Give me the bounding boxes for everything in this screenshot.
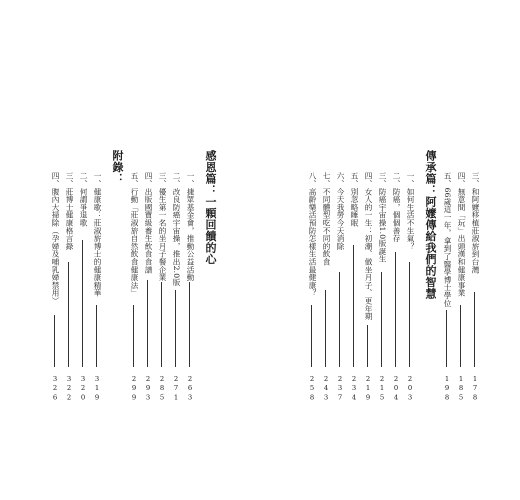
dot-leader [54, 315, 56, 367]
toc-page-number: 178 [471, 375, 479, 403]
toc-page-number: 271 [172, 375, 180, 403]
toc-entry[interactable]: 一、健康歌：莊淑旂博士的健康精華 [93, 172, 102, 297]
dot-leader [381, 272, 383, 367]
dot-leader [82, 240, 84, 367]
toc-entry[interactable]: 二、何謂爭退歌 [79, 172, 88, 227]
toc-page-number: 219 [364, 375, 372, 403]
dot-leader [409, 262, 411, 367]
toc-entry[interactable]: 二、防癌，個個善存 [392, 172, 401, 243]
toc-entry[interactable]: 三、防癌宇宙操1.0版誕生 [378, 172, 387, 263]
toc-page-number: 285 [158, 375, 166, 403]
toc-page-number: 320 [79, 375, 87, 403]
dot-leader [161, 282, 163, 367]
dot-leader [446, 310, 448, 367]
toc-page-number: 263 [186, 375, 194, 403]
dot-leader [189, 282, 191, 367]
toc-entry[interactable]: 一、如何生活不生氣？ [406, 172, 415, 250]
dot-leader [325, 290, 327, 367]
toc-entry[interactable]: 五、66歲這一年，拿到了醫學博士學位 [443, 172, 452, 307]
toc-page-number: 215 [378, 375, 386, 403]
toc-page-number: 234 [350, 375, 358, 403]
dot-leader [367, 325, 369, 367]
section-title-appendix: 附錄： [111, 150, 124, 185]
toc-page-number: 326 [51, 375, 59, 403]
dot-leader [353, 245, 355, 367]
dot-leader [474, 292, 476, 367]
dot-leader [68, 262, 70, 367]
toc-entry[interactable]: 七、不同體型吃不同的飲食 [322, 172, 331, 266]
toc-page-number: 185 [457, 375, 465, 403]
toc-page-number: 243 [322, 375, 330, 403]
toc-entry[interactable]: 五、行動「莊淑旂自然飲食健康法」 [130, 172, 139, 297]
toc-page-number: 258 [308, 375, 316, 403]
dot-leader [133, 305, 135, 367]
toc-entry[interactable]: 八、高齡樂活預防怎樣生活最健康？ [308, 172, 317, 297]
toc-entry[interactable]: 三、莊博士健康格言錄 [65, 172, 74, 250]
dot-leader [460, 305, 462, 367]
toc-page-number: 322 [65, 375, 73, 403]
toc-entry[interactable]: 三、和阿嬤移植莊淑旂到台灣 [471, 172, 480, 274]
toc-page-number: 198 [443, 375, 451, 403]
toc-entry[interactable]: 五、別忽略睡眠 [350, 172, 359, 227]
toc-entry[interactable]: 四、腹內大掃除（孕婦及哺乳婦禁用） [51, 172, 60, 305]
toc-entry[interactable]: 二、改良防癌宇宙操，推出2.0版 [172, 172, 181, 287]
toc-entry[interactable]: 四、出版國寶級養生飲食食譜 [144, 172, 153, 274]
toc-entry[interactable]: 三、優生第一名的坐月子餐企業 [158, 172, 167, 282]
section-title-gratitude: 感恩篇：一顆回饋的心 [204, 150, 217, 265]
toc-entry[interactable]: 四、無意間「玩」出頭漢和健康事業 [457, 172, 466, 297]
toc-page-number: 203 [406, 375, 414, 403]
dot-leader [395, 252, 397, 367]
dot-leader [311, 305, 313, 367]
section-title-heritage: 傳承篇：阿嬤傳給我們的智慧 [424, 150, 437, 300]
right-page [260, 0, 520, 500]
toc-page-number: 293 [144, 375, 152, 403]
dot-leader [147, 280, 149, 367]
dot-leader [175, 290, 177, 367]
toc-entry[interactable]: 六、今天我勞今天消除 [336, 172, 345, 250]
toc-page-number: 319 [93, 375, 101, 403]
dot-leader [339, 272, 341, 367]
dot-leader [96, 305, 98, 367]
toc-page-number: 204 [392, 375, 400, 403]
toc-page-number: 237 [336, 375, 344, 403]
toc-page-number: 299 [130, 375, 138, 403]
toc-entry[interactable]: 四、女人的一生：初潮、做坐月子、更年期 [364, 172, 373, 321]
toc-entry[interactable]: 一、捷眾基金會，推動公益活動 [186, 172, 195, 282]
